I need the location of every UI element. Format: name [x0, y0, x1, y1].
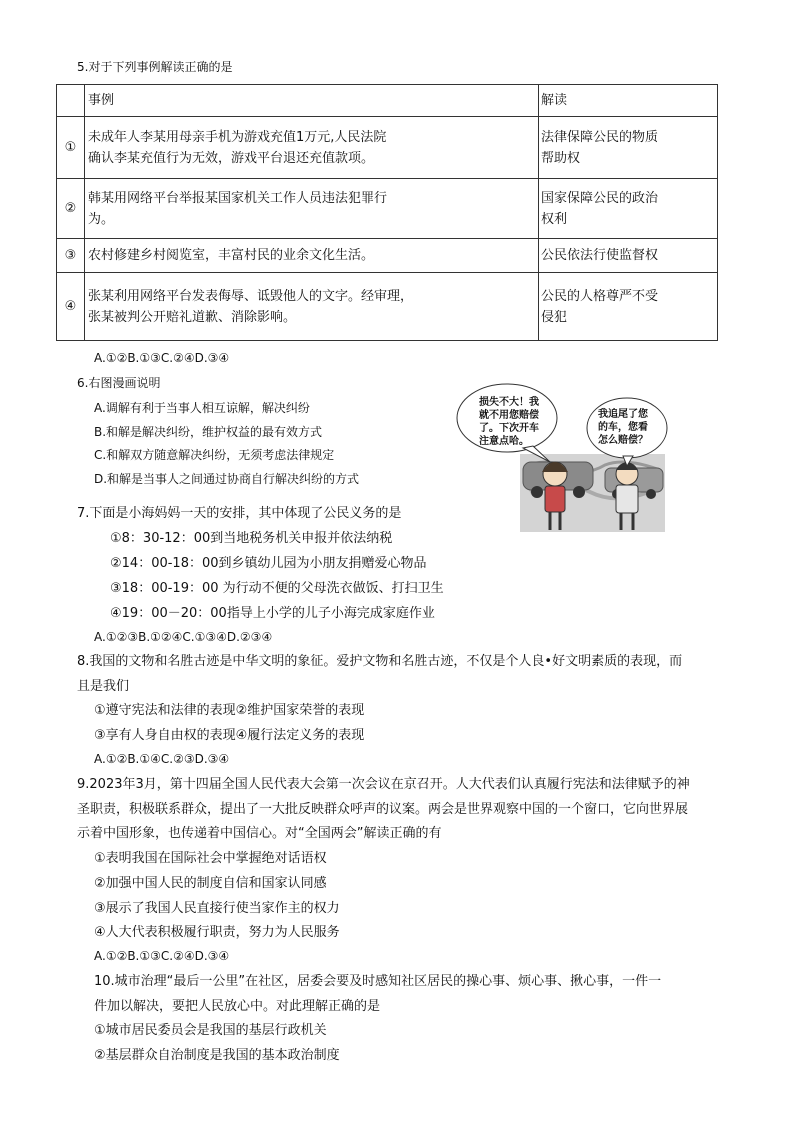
q9-choices: A.①②B.①③C.②④D.③④ — [94, 949, 230, 963]
q6-option-b: B.和解是解决纠纷，维护权益的最有效方式 — [94, 425, 323, 439]
q10-stem-line-1: 10.城市治理“最后一公里”在社区，居委会要及时感知社区居民的操心事、烦心事、揪心事，一件一 — [94, 974, 662, 989]
interp-line: 法律保障公民的物质 — [541, 129, 659, 145]
q9-item-1: ①表明我国在国际社会中掌握绝对话语权 — [94, 851, 327, 866]
row-example — [85, 239, 539, 273]
q7-item-2: ②14：00-18：00到乡镇幼儿园为小朋友捐赠爱心物品 — [110, 556, 427, 571]
bubble-line: 注意点哈。 — [479, 436, 529, 447]
example-line: 为。 — [88, 211, 115, 227]
row-interp — [539, 239, 718, 273]
header-num — [57, 85, 85, 117]
girl-body — [545, 486, 565, 512]
q6-option-d: D.和解是当事人之间通过协商自行解决纠纷的方式 — [94, 472, 360, 486]
car-wheel — [531, 486, 543, 498]
car-wheel — [573, 486, 585, 498]
example-line: 农村修建乡村阅览室，丰富村民的业余文化生活。 — [88, 248, 375, 263]
row-interp — [539, 179, 718, 239]
bubble-line: 我追尾了您 — [598, 409, 648, 420]
row-example — [85, 179, 539, 239]
bubble-line: 了。下次开车 — [479, 423, 539, 434]
row-num: ② — [57, 179, 85, 239]
q7-item-3: ③18：00-19：00 为行动不便的父母洗衣做饭、打扫卫生 — [110, 581, 444, 596]
interp-line: 帮助权 — [541, 150, 581, 166]
q8-stem-line-2: 且是我们 — [77, 679, 130, 694]
q9-item-2: ②加强中国人民的制度自信和国家认同感 — [94, 876, 327, 891]
bubble-line: 损失不大！我 — [479, 397, 539, 408]
q5-choices: A.①②B.①③C.②④D.③④ — [94, 351, 230, 365]
table-row — [57, 179, 718, 239]
header-interp: 解读 — [539, 85, 718, 117]
q7-choices: A.①②③B.①②④C.①③④D.②③④ — [94, 630, 273, 644]
q7-stem: 7.下面是小海妈妈一天的安排，其中体现了公民义务的是 — [77, 506, 402, 521]
interp-line: 公民的人格尊严不受 — [541, 288, 659, 304]
bubble-line: 就不用您赔偿 — [479, 410, 539, 421]
q9-stem-line-2: 圣职责，积极联系群众，提出了一大批反映群众呼声的议案。两会是世界观察中国的一个窗口，它向世界展 — [77, 802, 689, 817]
q5-table — [56, 84, 718, 341]
q9-stem-line-3: 示着中国形象，也传递着中国信心。对“全国两会”解读正确的有 — [77, 826, 442, 841]
q8-stem-line-1: 8.我国的文物和名胜古迹是中华文明的象征。爱护文物和名胜古迹，不仅是个人良•好文明素质的表现，而 — [77, 654, 683, 669]
table-row — [57, 273, 718, 341]
q8-choices: A.①②B.①④C.②③D.③④ — [94, 752, 230, 766]
example-line: 张某被判公开赔礼道歉、消除影响。 — [88, 309, 297, 325]
right-bubble-text — [598, 408, 648, 447]
q10-item-1: ①城市居民委员会是我国的基层行政机关 — [94, 1023, 327, 1038]
example-line: 韩某用网络平台举报某国家机关工作人员违法犯罪行 — [88, 190, 388, 206]
man-body — [616, 485, 638, 513]
table-header-row — [57, 85, 718, 117]
q7-item-1: ①8：30-12：00到当地税务机关申报并依法纳税 — [110, 531, 393, 546]
q9-item-3: ③展示了我国人民直接行使当家作主的权力 — [94, 901, 340, 916]
left-bubble-text — [479, 396, 539, 448]
q5-stem: 5.对于下列事例解读正确的是 — [77, 60, 233, 74]
q6-stem: 6.右图漫画说明 — [77, 376, 161, 390]
q7-item-4: ④19：00－20：00指导上小学的儿子小海完成家庭作业 — [110, 606, 435, 621]
interp-line: 侵犯 — [541, 309, 568, 325]
interp-line: 公民依法行使监督权 — [541, 248, 659, 263]
q6-option-c: C.和解双方随意解决纠纷，无须考虑法律规定 — [94, 448, 335, 462]
row-example — [85, 117, 539, 179]
row-interp — [539, 273, 718, 341]
example-line: 未成年人李某用母亲手机为游戏充值1万元,人民法院 — [88, 129, 387, 145]
row-num: ③ — [57, 239, 85, 273]
q10-stem-line-2: 件加以解决，要把人民放心中。对此理解正确的是 — [94, 999, 381, 1014]
table-row — [57, 239, 718, 273]
example-line: 确认李某充值行为无效，游戏平台退还充值款项。 — [88, 150, 375, 166]
cartoon-illustration — [455, 382, 670, 532]
interp-line: 国家保障公民的政治 — [541, 190, 659, 206]
row-example — [85, 273, 539, 341]
header-example: 事例 — [85, 85, 539, 117]
example-line: 张某利用网络平台发表侮辱、诋毁他人的文字。经审理， — [88, 288, 414, 304]
car-wheel — [646, 489, 656, 499]
q10-item-2: ②基层群众自治制度是我国的基本政治制度 — [94, 1048, 340, 1063]
row-interp — [539, 117, 718, 179]
q8-item-2: ③享有人身自由权的表现④履行法定义务的表现 — [94, 728, 365, 743]
table-row — [57, 117, 718, 179]
q8-item-1: ①遵守宪法和法律的表现②维护国家荣誉的表现 — [94, 703, 365, 718]
bubble-line: 怎么赔偿？ — [598, 435, 648, 446]
row-num: ④ — [57, 273, 85, 341]
interp-line: 权利 — [541, 211, 568, 227]
q9-item-4: ④人大代表积极履行职责，努力为人民服务 — [94, 925, 340, 940]
row-num: ① — [57, 117, 85, 179]
bubble-line: 的车，您看 — [598, 422, 648, 433]
q9-stem-line-1: 9.2023年3月，第十四届全国人民代表大会第一次会议在京召开。人大代表们认真履行宪法和法律赋予的神 — [77, 777, 690, 792]
q6-option-a: A.调解有利于当事人相互谅解，解决纠纷 — [94, 401, 310, 415]
